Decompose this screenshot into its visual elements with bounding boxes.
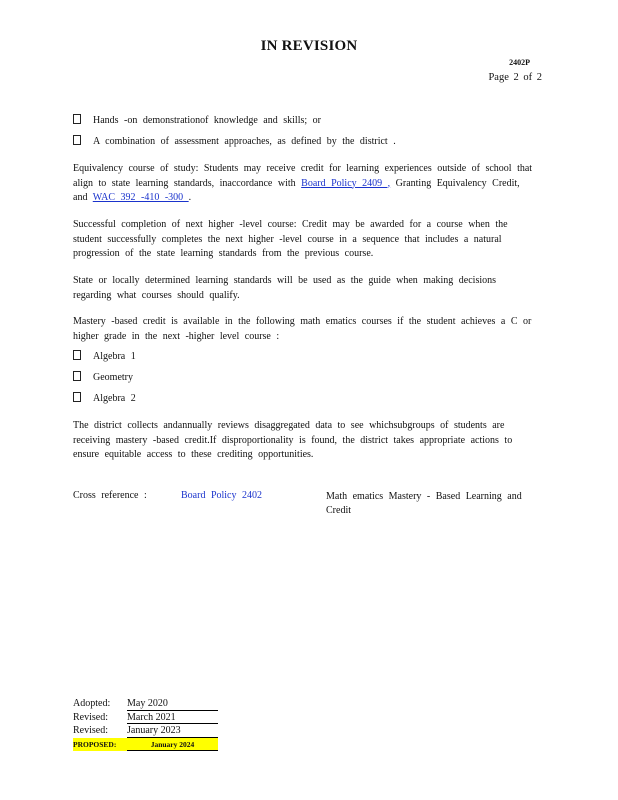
page-number: Page 2 of 2: [488, 72, 542, 83]
history-date: May 2020: [127, 697, 218, 711]
course-name: Algebra 2: [93, 393, 136, 404]
paragraph-text: .: [188, 192, 192, 203]
bullet-box-icon: [73, 392, 81, 402]
history-row-revised: [73, 711, 218, 725]
history-date: March 2021: [127, 711, 218, 725]
cross-reference-label: Cross reference :: [73, 490, 147, 501]
history-label: Adopted:: [73, 698, 111, 709]
successful-completion-paragraph: Successful completion of next higher -level course: Credit may be awarded for a course when the student successfully completes the next higher -level course in a sequence that includes a natural progression of the state learning standards from the previous course.: [73, 219, 508, 259]
history-row-revised: [73, 724, 218, 738]
history-label: PROPOSED:: [73, 739, 117, 749]
district-review-paragraph: The district collects andannually reviews disaggregated data to see whichsubgroups of students are receiving mastery -based credit.If disproportionality is found, the district takes appropriate actions to ensure equitable access to these crediting opportunities.: [73, 420, 513, 460]
bullet-box-icon: [73, 135, 81, 145]
mastery-credit-paragraph: Mastery -based credit is available in the following math ematics courses if the student achieves a C or higher grade in the next -higher level course :: [73, 316, 532, 342]
policy-number: 2402P: [509, 58, 530, 67]
bullet-text: A combination of assessment approaches, as defined by the district .: [93, 136, 396, 147]
bullet-box-icon: [73, 350, 81, 360]
learning-standards-paragraph: State or locally determined learning standards will be used as the guide when making decisions regarding what courses should qualify.: [73, 275, 497, 301]
board-policy-2409-link[interactable]: Board Policy 2409 ,: [301, 177, 391, 189]
board-policy-2402-link[interactable]: Board Policy 2402: [181, 490, 262, 501]
history-row-proposed: [73, 738, 218, 752]
cross-reference-description: Math ematics Mastery - Based Learning and Credit: [326, 491, 522, 516]
bullet-box-icon: [73, 371, 81, 381]
equivalency-paragraph: [73, 162, 535, 206]
course-item-geometry: [73, 371, 133, 385]
paragraph-text: Equivalency course of study: Students may receive credit for learning experiences outside of school that align to state learning standards, inaccordance with: [73, 163, 533, 189]
document-status-title: IN REVISION: [260, 38, 358, 54]
history-label: Revised:: [73, 711, 108, 723]
course-item-algebra-1: [73, 350, 136, 364]
bullet-text: Hands -on demonstrationof knowledge and skills; or: [93, 115, 321, 126]
paragraph-text: Granting Equivalency Credit, and: [73, 177, 520, 203]
course-name: Geometry: [93, 372, 133, 383]
history-date: January 2023: [127, 724, 218, 738]
history-row-adopted: [73, 697, 218, 711]
bullet-box-icon: [73, 114, 81, 124]
history-date: January 2024: [127, 738, 218, 752]
bullet-item-assessment: [73, 135, 396, 149]
adoption-history: [73, 697, 218, 751]
course-name: Algebra 1: [93, 351, 136, 362]
history-label: Revised:: [73, 725, 108, 736]
wac-link[interactable]: WAC 392 -410 -300: [92, 192, 189, 203]
course-item-algebra-2: [73, 392, 136, 406]
bullet-item-demonstration: [73, 114, 321, 128]
